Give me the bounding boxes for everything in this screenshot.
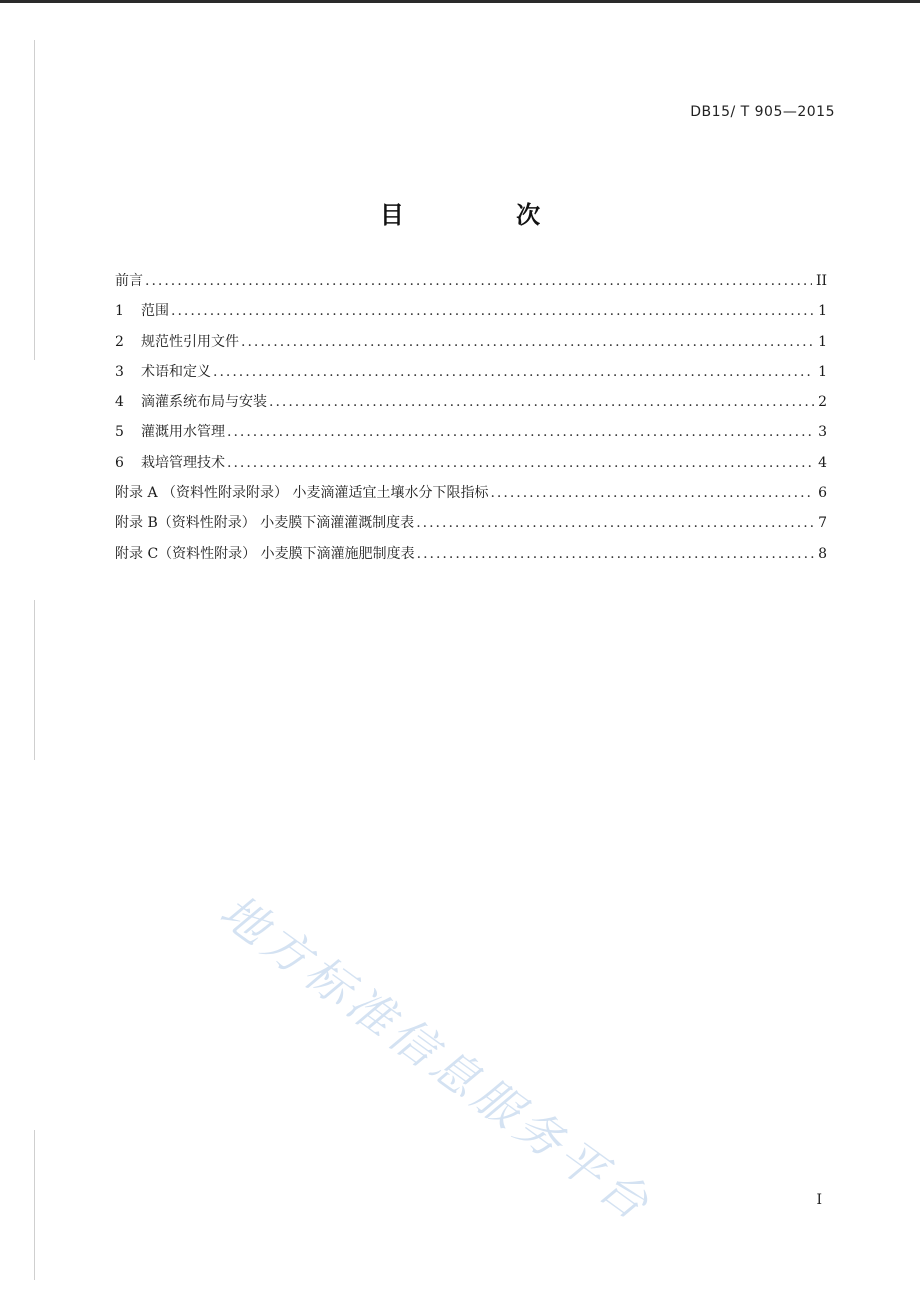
toc-entry-number: 1 <box>115 303 124 320</box>
toc-entry[interactable] <box>115 482 827 512</box>
toc-entry-label: 附录 A （资料性附录附录） 小麦滴灌适宜土壤水分下限指标 <box>115 485 489 502</box>
toc-entry-number: 4 <box>115 394 124 411</box>
scan-top-edge <box>0 0 920 3</box>
toc-entry-label: 滴灌系统布局与安装 <box>141 394 267 411</box>
toc-entry-page: 4 <box>818 454 827 471</box>
toc-entry-page: 7 <box>818 515 827 532</box>
toc-leader-dots <box>241 334 814 350</box>
watermark: 地方标准信息服务平台 <box>210 883 663 1233</box>
toc-leader-dots <box>227 455 814 471</box>
toc-leader-dots <box>171 303 814 319</box>
table-of-contents <box>115 270 827 573</box>
toc-entry[interactable] <box>115 512 827 542</box>
toc-leader-dots <box>213 364 814 380</box>
toc-entry-page: II <box>815 273 827 289</box>
page-title: 目 次 <box>379 201 593 229</box>
toc-entry-label: 栽培管理技术 <box>141 454 225 471</box>
toc-leader-dots <box>145 273 812 289</box>
toc-entry-number: 2 <box>115 333 124 350</box>
toc-entry[interactable] <box>115 421 827 451</box>
toc-entry[interactable] <box>115 331 827 361</box>
scan-left-mark <box>34 1130 35 1280</box>
toc-entry-page: 1 <box>818 303 827 320</box>
toc-entry[interactable] <box>115 543 827 573</box>
document-code: DB15/ T 905—2015 <box>690 104 835 120</box>
page-number: I <box>816 1192 822 1208</box>
toc-entry[interactable] <box>115 452 827 482</box>
toc-entry-label: 灌溉用水管理 <box>141 424 225 441</box>
toc-entry-label: 范围 <box>141 303 169 320</box>
toc-leader-dots <box>490 485 814 501</box>
toc-entry-label: 附录 B（资料性附录） 小麦膜下滴灌灌溉制度表 <box>115 515 415 532</box>
toc-leader-dots <box>269 394 814 410</box>
toc-entry-page: 1 <box>818 333 827 350</box>
toc-entry[interactable] <box>115 300 827 330</box>
toc-leader-dots <box>416 515 814 531</box>
scan-left-mark <box>34 600 35 760</box>
toc-entry-label: 术语和定义 <box>141 363 211 380</box>
toc-entry-page: 6 <box>818 485 827 502</box>
toc-entry[interactable] <box>115 270 827 300</box>
toc-entry-label: 附录 C（资料性附录） 小麦膜下滴灌施肥制度表 <box>115 545 415 562</box>
toc-entry-page: 1 <box>818 363 827 380</box>
toc-entry-number: 3 <box>115 363 124 380</box>
toc-entry-label: 前言 <box>115 273 143 289</box>
toc-entry-page: 3 <box>818 424 827 441</box>
toc-entry[interactable] <box>115 391 827 421</box>
toc-entry-number: 6 <box>115 454 124 471</box>
toc-entry[interactable] <box>115 361 827 391</box>
toc-entry-label: 规范性引用文件 <box>141 333 239 350</box>
toc-entry-page: 8 <box>818 545 827 562</box>
toc-leader-dots <box>417 546 814 562</box>
toc-entry-number: 5 <box>115 424 124 441</box>
toc-entry-page: 2 <box>818 394 827 411</box>
toc-leader-dots <box>227 424 814 440</box>
